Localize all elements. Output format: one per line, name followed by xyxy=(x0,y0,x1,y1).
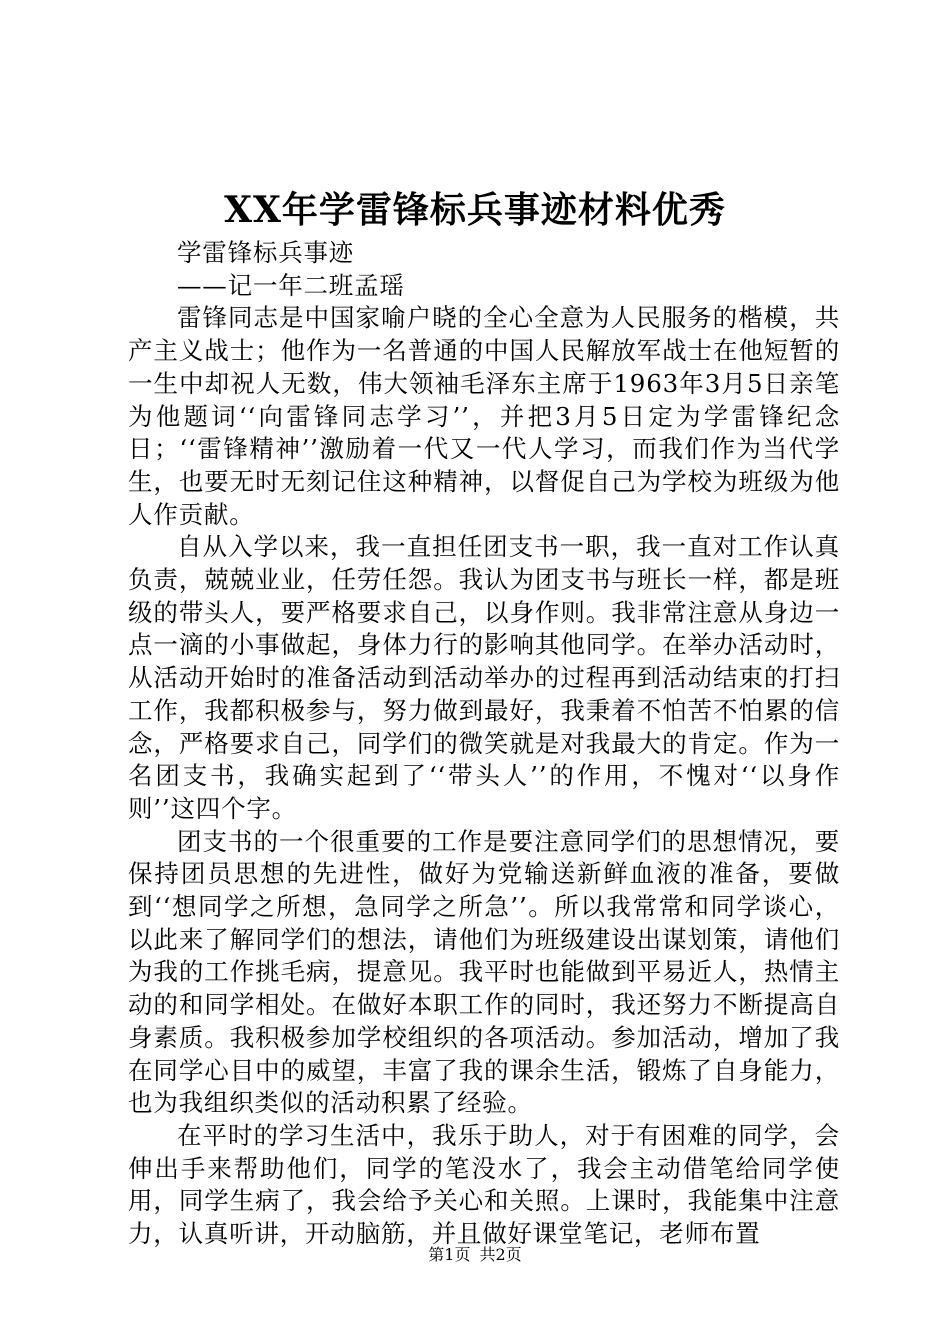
page-total: 共2页 xyxy=(479,1245,522,1264)
page-footer xyxy=(0,1243,950,1267)
paragraph: 雷锋同志是中国家喻户晓的全心全意为人民服务的楷模，共产主义战士；他作为一名普通的中国人民解放军战士在他短暂的一生中却祝人无数，伟大领袖毛泽东主席于1963年3月5日亲笔为他题词‘‘向雷锋同志学习’’，并把3月5日定为学雷锋纪念日；‘‘雷锋精神’’激励着一代又一代人学习，而我们作为当代学生，也要无时无刻记住这种精神，以督促自己为学校为班级为他人作贡献。 xyxy=(128,303,840,529)
document-title: XX年学雷锋标兵事迹材料优秀 xyxy=(224,189,726,231)
paragraph: 在平时的学习生活中，我乐于助人，对于有困难的同学，会伸出手来帮助他们，同学的笔没水了，我会主动借笔给同学使用，同学生病了，我会给予关心和关照。上课时，我能集中注意力，认真听讲，开动脑筋，并且做好课堂笔记，老师布置 xyxy=(128,1120,840,1249)
paragraph-byline: ——记一年二班孟瑶 xyxy=(177,270,405,300)
paragraph: 自从入学以来，我一直担任团支书一职，我一直对工作认真负责，兢兢业业，任劳任怨。我认为团支书与班长一样，都是班级的带头人，要严格要求自己，以身作则。我非常注意从身边一点一滴的小事做起，身体力行的影响其他同学。在举办活动时，从活动开始时的准备活动到活动举办的过程再到活动结束的打扫工作，我都积极参与，努力做到最好，我秉着不怕苦不怕累的信念，严格要求自己，同学们的微笑就是对我最大的肯定。作为一名团支书，我确实起到了‘‘带头人’’的作用，不愧对‘‘以身作则’’这四个字。 xyxy=(128,532,840,823)
document-body xyxy=(128,237,840,1251)
page-number: 第1页 xyxy=(428,1245,471,1264)
paragraph-subtitle: 学雷锋标兵事迹 xyxy=(177,238,355,267)
paragraph: 团支书的一个很重要的工作是要注意同学们的思想情况，要保持团员思想的先进性，做好为党输送新鲜血液的准备，要做到‘‘想同学之所想，急同学之所急’’。所以我常常和同学谈心，以此来了解同学们的想法，请他们为班级建设出谋划策，请他们为我的工作挑毛病，提意见。我平时也能做到平易近人，热情主动的和同学相处。在做好本职工作的同时，我还努力不断提高自身素质。我积极参加学校组织的各项活动。参加活动，增加了我在同学心目中的威望，丰富了我的课余生活，锻炼了自身能力，也为我组织类似的活动积累了经验。 xyxy=(128,826,840,1118)
